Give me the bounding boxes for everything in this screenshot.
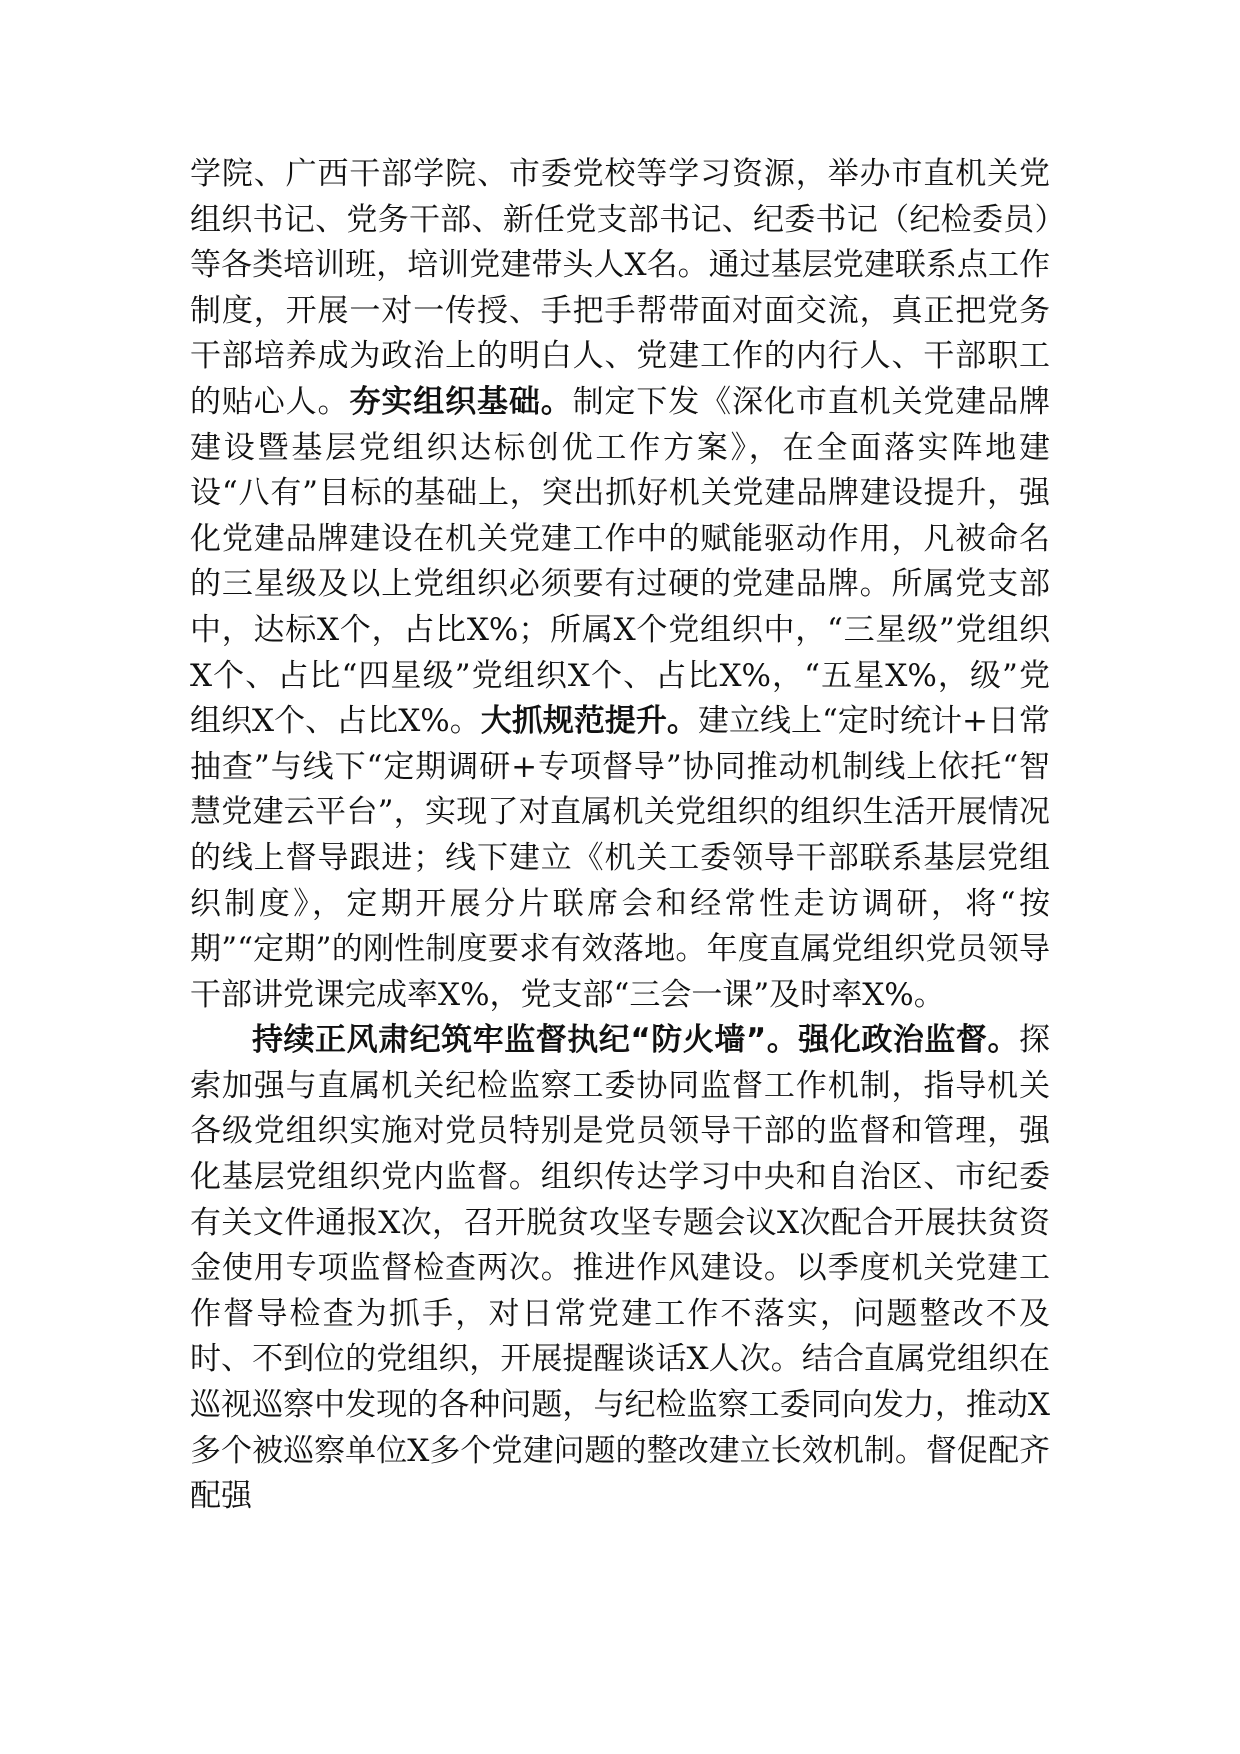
paragraph-1-text-2: 制定下发《深化市直机关党建品牌建设暨基层党组织达标创优工作方案》，在全面落实阵地建设“八有”目标的基础上，突出抓好机关党建品牌建设提升，强化党建品牌建设在机关党建工作中的赋能驱动作用，凡被命名的三星级及以上党组织必须要有过硬的党建品牌。所属党支部中，达标X个，占比X%；所属X个党组织中，“三星级”党组织X个、占比“四星级”党组织X个、占比X%，“五星X%，级”党组织X个、占比X%。 [190,383,1051,740]
document-page [190,152,1050,1520]
paragraph-2-text-1: 探索加强与直属机关纪检监察工委协同监督工作机制，指导机关各级党组织实施对党员特别是党员领导干部的监督和管理，强化基层党组织党内监督。组织传达学习中央和自治区、市纪委有关文件通报X次，召开脱贫攻坚专题会议X次配合开展扶贫资金使用专项监督检查两次。推进作风建设。以季度机关党建工作督导检查为抓手，对日常党建工作不落实，问题整改不及时、不到位的党组织，开展提醒谈话X人次。结合直属党组织在巡视巡察中发现的各种问题，与纪检监察工委同向发力，推动X多个被巡察单位X多个党建问题的整改建立长效机制。督促配齐配强 [190,1022,1050,1515]
paragraph-1 [190,152,1050,1018]
paragraph-1-heading-consolidate-foundation: 夯实组织基础。 [349,383,573,420]
paragraph-1-text-1: 学院、广西干部学院、市委党校等学习资源，举办市直机关党组织书记、党务干部、新任党支部书记、纪委书记（纪检委员）等各类培训班，培训党建带头人X名。通过基层党建联系点工作制度，开展一对一传授、手把手帮带面对面交流，真正把党务干部培养成为政治上的明白人、党建工作的内行人、干部职工的贴心人。 [190,156,1050,420]
paragraph-1-text-3: 建立线上“定时统计+日常抽查”与线下“定期调研+专项督导”协同推动机制线上依托“智慧党建云平台”，实现了对直属机关党组织的组织生活开展情况的线上督导跟进；线下建立《机关工委领导干部联系基层党组织制度》，定期开展分片联席会和经常性走访调研，将“按期”“定期”的刚性制度要求有效落地。年度直属党组织党员领导干部讲党课完成率X%，党支部“三会一课”及时率X%。 [190,703,1051,1013]
paragraph-2-heading-discipline: 持续正风肃纪筑牢监督执纪“防火墙”。强化政治监督。 [252,1022,1019,1059]
paragraph-2 [190,1018,1050,1520]
paragraph-1-heading-standardize: 大抓规范提升。 [480,703,698,740]
